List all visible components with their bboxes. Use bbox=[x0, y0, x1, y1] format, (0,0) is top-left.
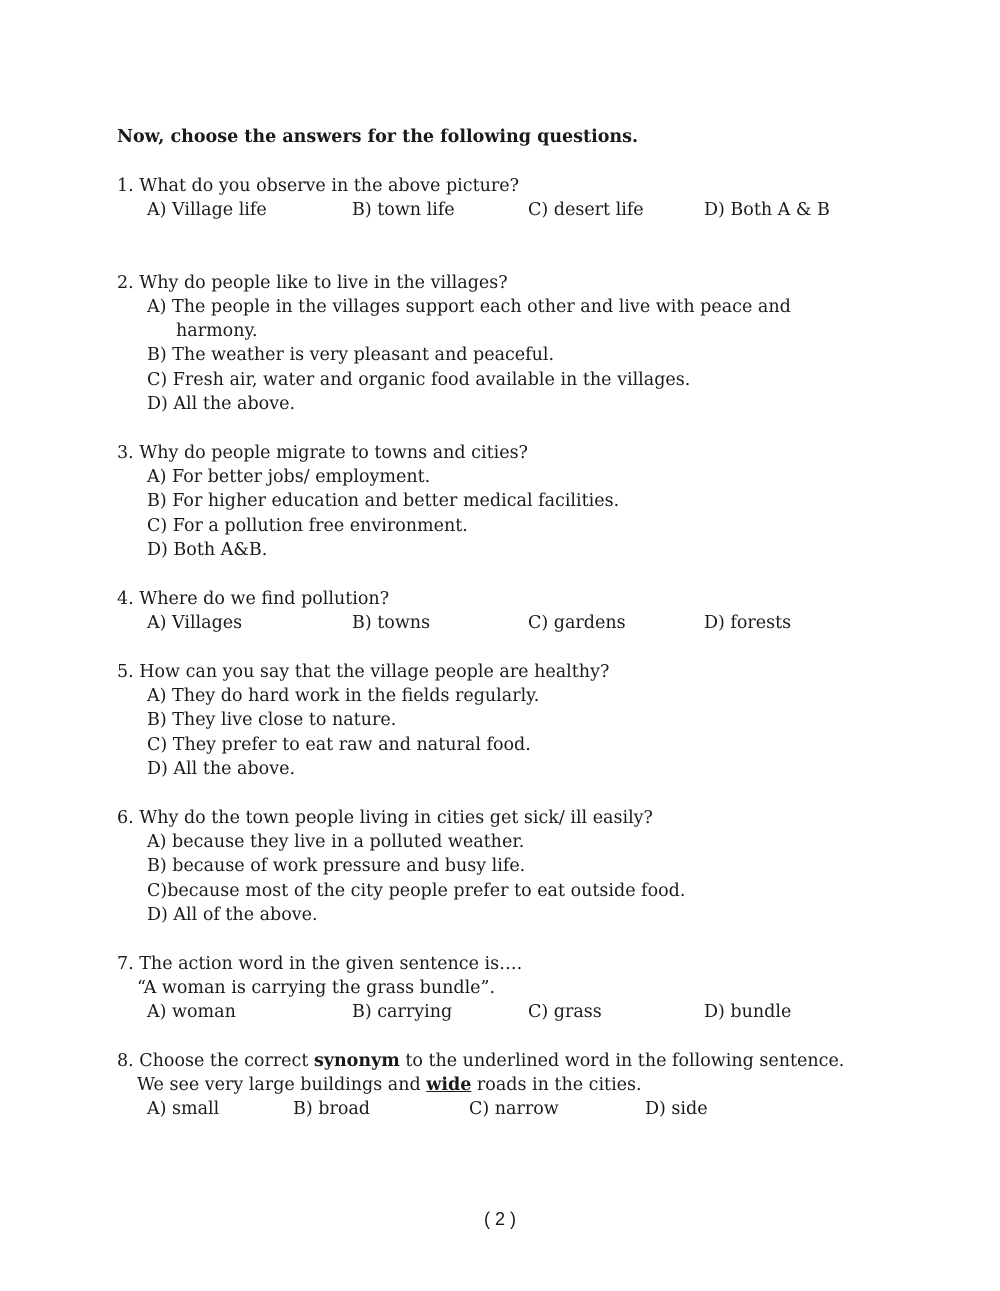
q8-option-b[interactable]: B) broad bbox=[293, 1099, 370, 1119]
q8-question-post: to the underlined word in the following sentence. bbox=[399, 1051, 845, 1071]
q2-option-d[interactable]: D) All the above. bbox=[147, 394, 296, 414]
q4-option-a[interactable]: A) Villages bbox=[147, 613, 243, 633]
q3-option-b[interactable]: B) For higher education and better medical facilities. bbox=[147, 491, 620, 511]
question-5: 5. How can you say that the village people are healthy? bbox=[117, 662, 610, 682]
q8-underlined-word: wide bbox=[426, 1075, 472, 1095]
q2-option-c[interactable]: C) Fresh air, water and organic food available in the villages. bbox=[147, 370, 691, 390]
q2-option-a[interactable]: A) The people in the villages support each other and live with peace and bbox=[147, 297, 791, 317]
q4-option-b[interactable]: B) towns bbox=[352, 613, 431, 633]
question-2: 2. Why do people like to live in the villages? bbox=[117, 273, 508, 293]
q5-option-d[interactable]: D) All the above. bbox=[147, 759, 296, 779]
q7-option-a[interactable]: A) woman bbox=[147, 1002, 236, 1022]
q4-option-c[interactable]: C) gardens bbox=[528, 613, 626, 633]
q7-option-d[interactable]: D) bundle bbox=[704, 1002, 792, 1022]
q5-option-a[interactable]: A) They do hard work in the fields regularly. bbox=[147, 686, 540, 706]
q8-sentence bbox=[137, 1073, 642, 1097]
q1-option-a[interactable]: A) Village life bbox=[147, 200, 267, 220]
question-8 bbox=[117, 1049, 844, 1073]
q3-option-c[interactable]: C) For a pollution free environment. bbox=[147, 516, 468, 536]
q8-sentence-pre: We see very large buildings and bbox=[137, 1075, 427, 1095]
question-1: 1. What do you observe in the above picture? bbox=[117, 176, 519, 196]
q3-option-a[interactable]: A) For better jobs/ employment. bbox=[147, 467, 431, 487]
question-4: 4. Where do we find pollution? bbox=[117, 589, 390, 609]
q2-option-b[interactable]: B) The weather is very pleasant and peaceful. bbox=[147, 345, 555, 365]
q7-option-c[interactable]: C) grass bbox=[528, 1002, 602, 1022]
q6-option-a[interactable]: A) because they live in a polluted weather. bbox=[147, 832, 525, 852]
worksheet-heading: Now, choose the answers for the following questions. bbox=[117, 127, 639, 147]
question-6: 6. Why do the town people living in cities get sick/ ill easily? bbox=[117, 808, 653, 828]
question-3: 3. Why do people migrate to towns and cities? bbox=[117, 443, 528, 463]
q8-option-c[interactable]: C) narrow bbox=[469, 1099, 559, 1119]
q7-option-b[interactable]: B) carrying bbox=[352, 1002, 453, 1022]
q6-option-c[interactable]: C)because most of the city people prefer to eat outside food. bbox=[147, 881, 686, 901]
q8-keyword-synonym: synonym bbox=[313, 1051, 400, 1071]
q1-option-c[interactable]: C) desert life bbox=[528, 200, 644, 220]
q2-option-a-cont[interactable]: harmony. bbox=[176, 321, 258, 341]
q5-option-c[interactable]: C) They prefer to eat raw and natural food. bbox=[147, 735, 531, 755]
q8-sentence-post: roads in the cities. bbox=[471, 1075, 642, 1095]
q1-option-b[interactable]: B) town life bbox=[352, 200, 455, 220]
page-number: ( 2 ) bbox=[483, 1209, 516, 1229]
q5-option-b[interactable]: B) They live close to nature. bbox=[147, 710, 397, 730]
q6-option-d[interactable]: D) All of the above. bbox=[147, 905, 318, 925]
q3-option-d[interactable]: D) Both A&B. bbox=[147, 540, 268, 560]
question-7: 7. The action word in the given sentence is…. bbox=[117, 954, 523, 974]
q7-sentence: “A woman is carrying the grass bundle”. bbox=[137, 978, 496, 998]
q1-option-d[interactable]: D) Both A & B bbox=[704, 200, 830, 220]
q8-question-pre: 8. Choose the correct bbox=[117, 1051, 314, 1071]
q8-option-a[interactable]: A) small bbox=[147, 1099, 220, 1119]
q8-option-d[interactable]: D) side bbox=[645, 1099, 708, 1119]
q6-option-b[interactable]: B) because of work pressure and busy life. bbox=[147, 856, 526, 876]
q4-option-d[interactable]: D) forests bbox=[704, 613, 792, 633]
